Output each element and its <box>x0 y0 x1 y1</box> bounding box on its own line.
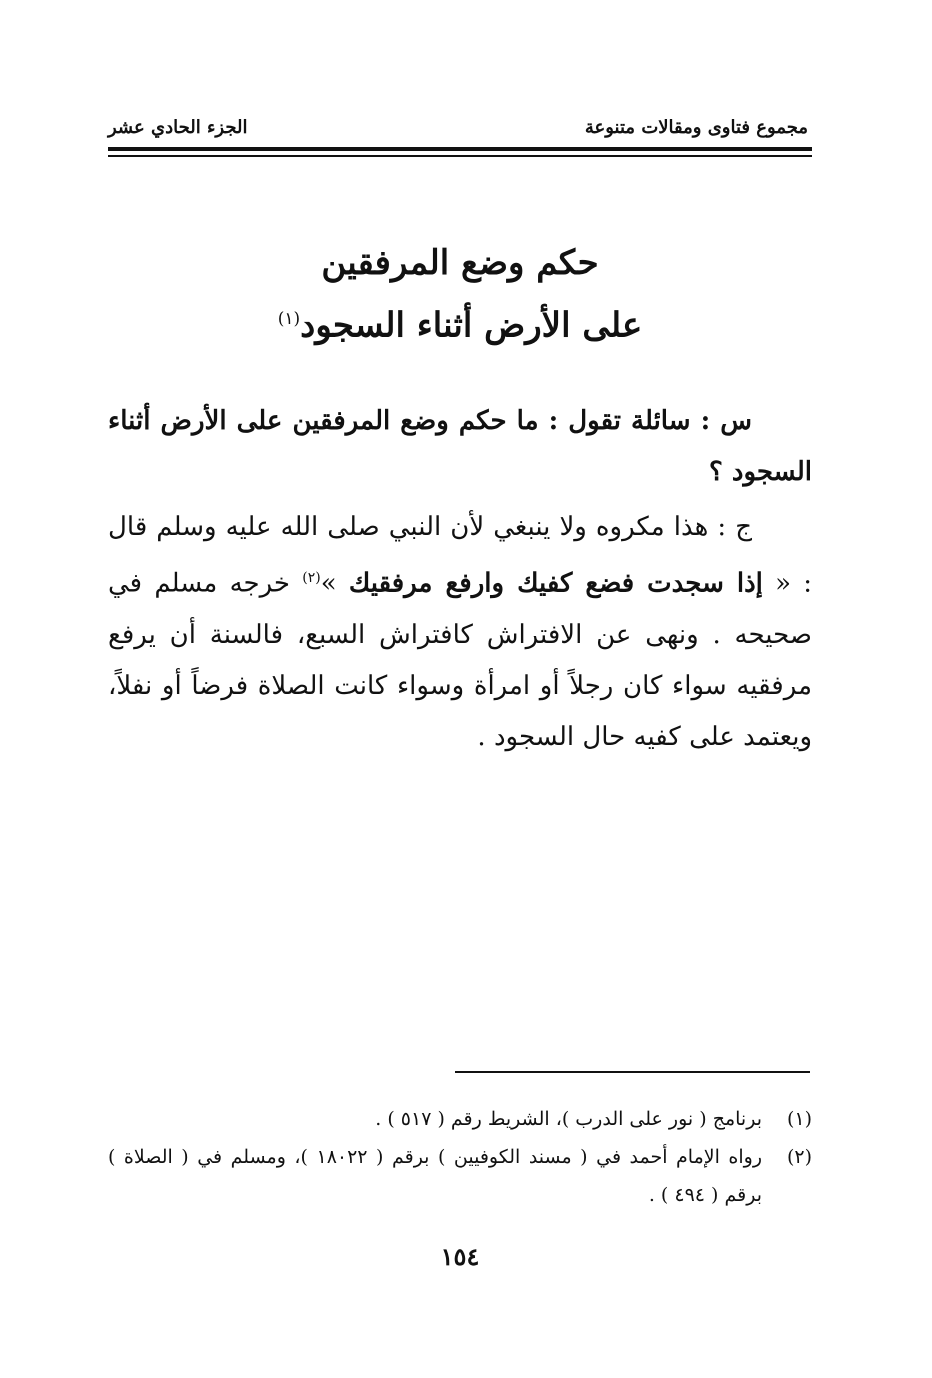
answer-rest: خرجه مسلم في صحيحه . ونهى عن الافتراش كافتراش السبع، فالسنة أن يرفع مرفقيه سواء كان رجلاً أو امرأة وسواء كانت الصلاة فرضاً أو نفلاً، ويعتمد على كفيه حال السجود . <box>108 568 812 752</box>
title-line-1: حكم وضع المرفقين <box>321 243 599 283</box>
footnote-text: رواه الإمام أحمد في ( مسند الكوفيين ) برقم ( ١٨٠٢٢ )، ومسلم في ( الصلاة ) برقم ( ٤٩٤ ) . <box>108 1146 762 1206</box>
answer-paragraph <box>108 502 812 763</box>
question-paragraph: س : سائلة تقول : ما حكم وضع المرفقين على الأرض أثناء السجود ؟ <box>108 406 812 487</box>
title-line-2 <box>108 291 812 353</box>
title-line-2-text: على الأرض أثناء السجود <box>300 305 643 346</box>
footnote-text: برنامج ( نور على الدرب )، الشريط رقم ( ٥١٧ ) . <box>375 1108 762 1130</box>
book-title: مجموع فتاوى ومقالات متنوعة <box>584 116 808 138</box>
footnote-item <box>108 1100 812 1138</box>
title-footnote-ref: (١) <box>277 309 301 329</box>
page-number: ١٥٤ <box>440 1242 480 1271</box>
footnote-separator <box>455 1071 810 1073</box>
footnotes <box>108 1100 812 1214</box>
hadith-quote: إذا سجدت فضع كفيك وارفع مرفقيك <box>348 568 763 599</box>
footnote-item <box>108 1138 812 1214</box>
header-rule-thick <box>108 147 812 151</box>
article-title <box>108 235 812 353</box>
article-body <box>108 396 812 765</box>
footnote-number: (١) <box>786 1108 812 1130</box>
footnote-number: (٢) <box>786 1146 812 1168</box>
hadith-close-quote: » <box>320 568 349 599</box>
answer-intro: ج : هذا مكروه ولا ينبغي لأن النبي صلى الله عليه وسلم قال : « <box>108 512 813 599</box>
volume-label: الجزء الحادي عشر <box>108 116 248 138</box>
answer-footnote-ref: (٢) <box>302 570 321 586</box>
header-rule-thin <box>108 155 812 157</box>
running-header <box>108 112 808 142</box>
